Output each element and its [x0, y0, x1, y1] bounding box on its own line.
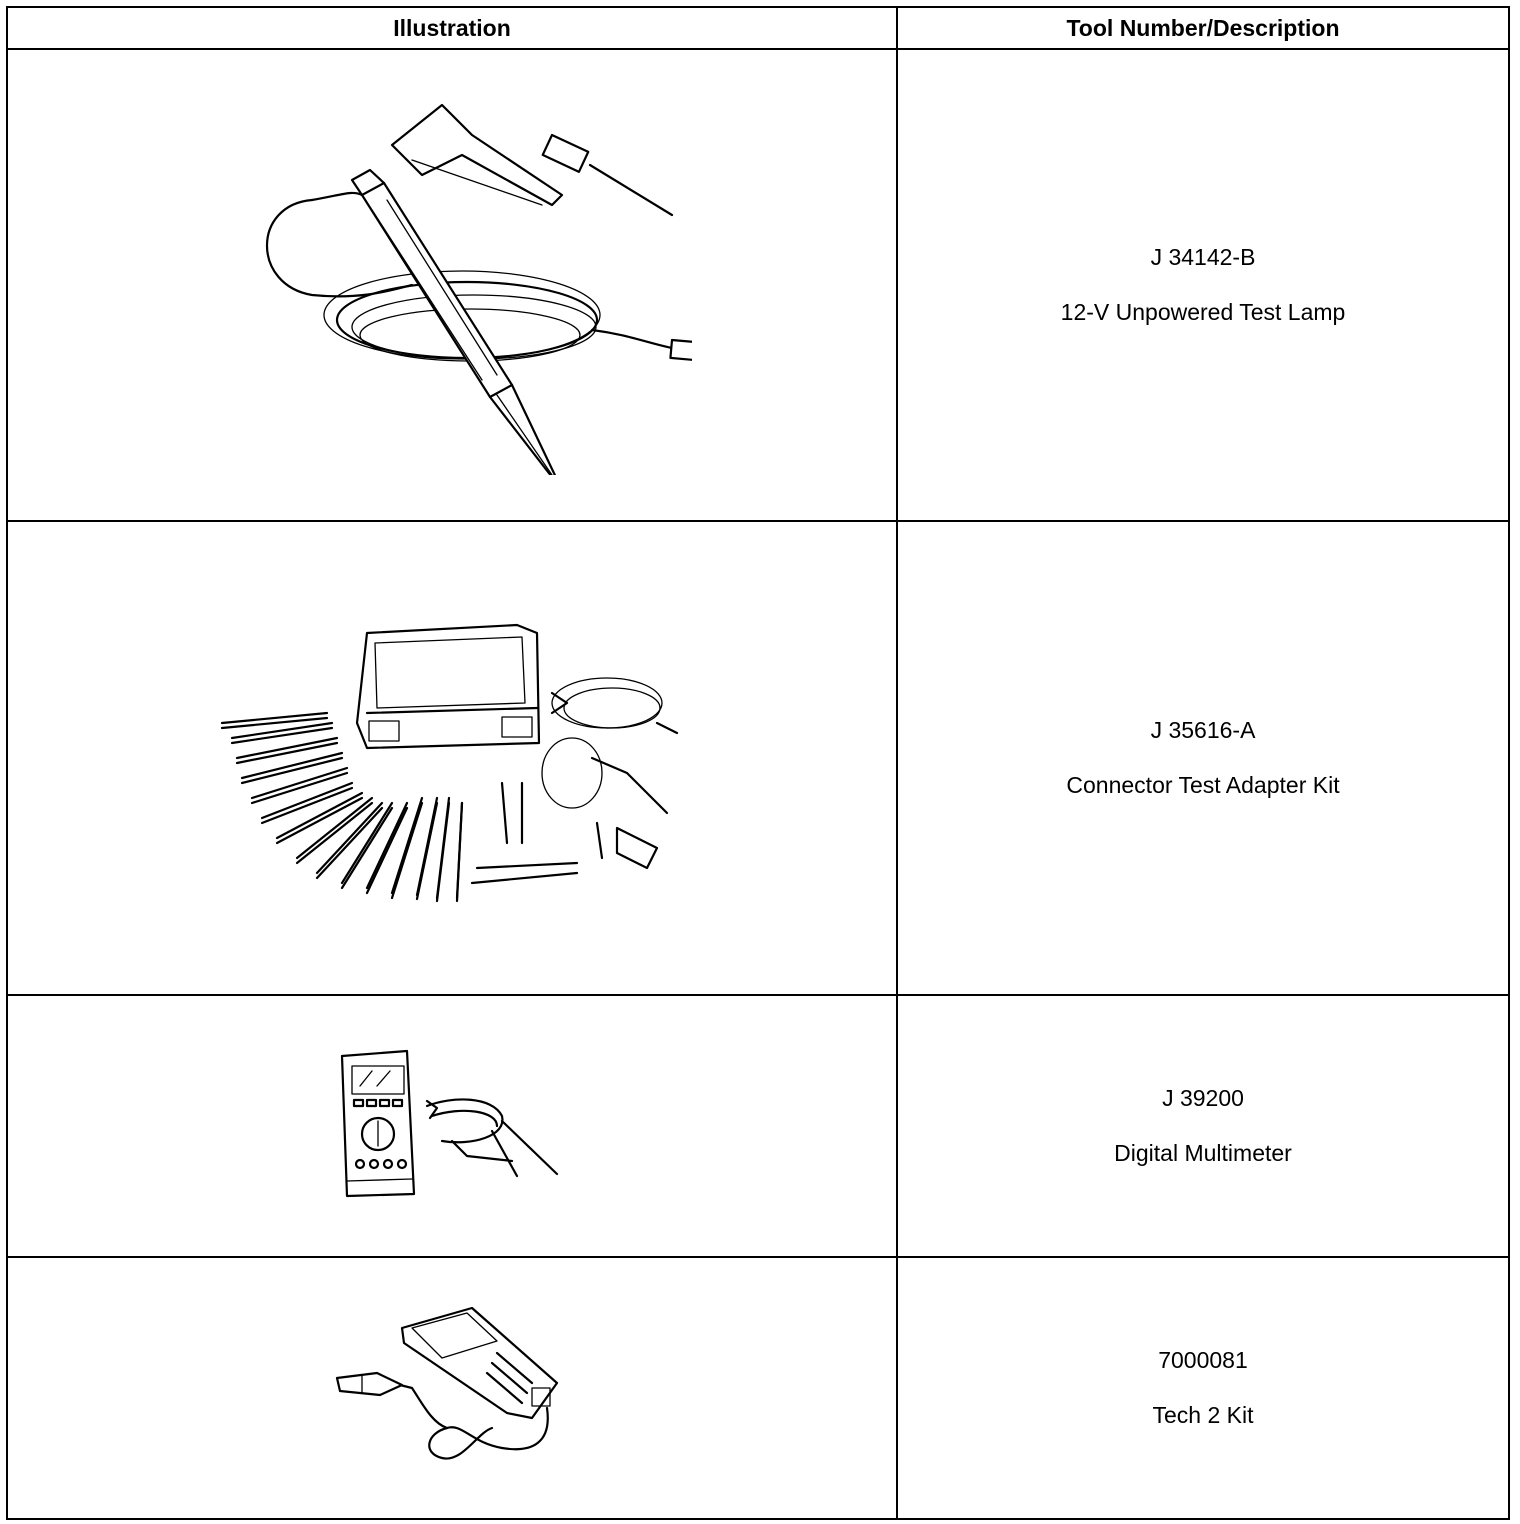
table-row — [7, 49, 1509, 521]
tool-number: 7000081 — [1158, 1347, 1248, 1373]
tool-cell — [897, 49, 1509, 521]
tool-description: 12-V Unpowered Test Lamp — [1060, 299, 1346, 325]
tool-number: J 39200 — [1162, 1085, 1244, 1111]
tool-cell — [897, 521, 1509, 995]
tool-description: Connector Test Adapter Kit — [1066, 772, 1340, 798]
test-lamp-icon — [212, 95, 692, 475]
illustration-cell — [7, 49, 897, 521]
tool-cell — [897, 995, 1509, 1257]
illustration-cell — [7, 1257, 897, 1519]
header-tool-description: Tool Number/Description — [897, 7, 1509, 49]
table-row — [7, 1257, 1509, 1519]
table-row — [7, 995, 1509, 1257]
tools-table — [6, 6, 1510, 1520]
multimeter-icon — [332, 1046, 572, 1206]
tech2-icon — [332, 1303, 572, 1473]
table-row — [7, 521, 1509, 995]
illustration-cell — [7, 521, 897, 995]
adapter-kit-icon — [217, 613, 687, 903]
tool-description: Tech 2 Kit — [1152, 1402, 1254, 1428]
tool-number: J 34142-B — [1150, 244, 1256, 270]
table-header-row — [7, 7, 1509, 49]
tool-cell — [897, 1257, 1509, 1519]
header-illustration: Illustration — [7, 7, 897, 49]
tool-number: J 35616-A — [1150, 717, 1256, 743]
illustration-cell — [7, 995, 897, 1257]
tool-description: Digital Multimeter — [1114, 1140, 1292, 1166]
